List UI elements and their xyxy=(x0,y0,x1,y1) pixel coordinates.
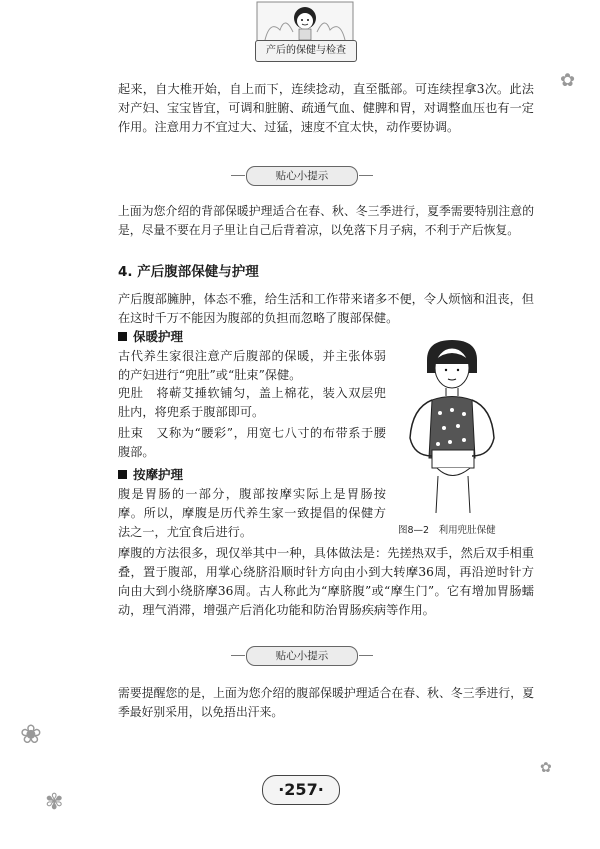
tip-text: 需要提醒您的是，上面为您介绍的腹部保暖护理适合在春、秋、冬三季进行，夏季最好别采用，以免捂出汗来。 xyxy=(118,686,534,719)
header-title: 产后的保健与检查 xyxy=(255,40,357,62)
paragraph: 起来，自大椎开始，自上而下，连续捻动，直至骶部。可连续捏拿3次。此法对产妇、宝宝皆宜，可调和脏腑、疏通气血、健脾和胃，对调整血压也有一定作用。注意用力不宜过大、过猛，速度不宜太快，动作要协调。 xyxy=(118,82,534,134)
flower-ornament-icon: ✿ xyxy=(540,760,552,776)
flower-ornament-icon: ❀ xyxy=(20,720,42,750)
paragraph: 摩腹的方法很多，现仅举其中一种，具体做法是：先搓热双手，然后双手相重叠，置于腹部，用掌心绕脐沿顺时针方向由小到大转摩36周，再沿逆时针方向由大到小绕脐摩36周。古人称此为“摩脐腹”或“摩生门”。它有增加胃肠蠕动，理气消滞，增强产后消化功能和防治胃肠疾病等作用。 xyxy=(118,546,534,617)
paragraph: 产后腹部臃肿，体态不雅，给生活和工作带来诸多不便，令人烦恼和沮丧，但在这时千万不能因为腹部的负担而忽略了腹部保健。 xyxy=(118,292,534,325)
subsection-label: 按摩护理 xyxy=(133,467,184,482)
tip-text: 上面为您介绍的背部保暖护理适合在春、秋、冬三季进行，夏季需要特别注意的是，尽量不要在月子里让自己后背着凉，以免落下月子病，不利于产后恢复。 xyxy=(118,204,534,237)
woman-with-belly-wrap-illustration xyxy=(392,338,512,513)
paragraph: 肚束 又称为“腰彩”，用宽七八寸的布带系于腰腹部。 xyxy=(118,426,386,459)
paragraph: 腹是胃肠的一部分，腹部按摩实际上是胃肠按摩。所以，摩腹是历代养生家一致提倡的保健方法之一，尤宜食后进行。 xyxy=(118,487,386,539)
subsection-title xyxy=(118,327,183,345)
paragraph: 兜肚 将蕲艾捶软铺匀，盖上棉花，装入双层兜肚内，将兜系于腹部即可。 xyxy=(118,386,386,419)
tip-banner: 贴心小提示 xyxy=(246,166,358,186)
tip-banner: 贴心小提示 xyxy=(246,646,358,666)
square-bullet-icon xyxy=(118,470,127,479)
square-bullet-icon xyxy=(118,332,127,341)
paragraph: 古代养生家很注意产后腹部的保暖，并主张体弱的产妇进行“兜肚”或“肚束”保健。 xyxy=(118,349,386,382)
page-number: ·257· xyxy=(262,775,340,805)
subsection-title xyxy=(118,465,183,483)
header-girl-illustration xyxy=(255,0,355,42)
flower-ornament-icon: ✿ xyxy=(560,70,576,91)
flower-ornament-icon: ✾ xyxy=(45,790,64,815)
subsection-label: 保暖护理 xyxy=(133,329,184,344)
figure-caption: 图8—2 利用兜肚保健 xyxy=(398,525,496,536)
section-title: 4. 产后腹部保健与护理 xyxy=(118,264,259,280)
